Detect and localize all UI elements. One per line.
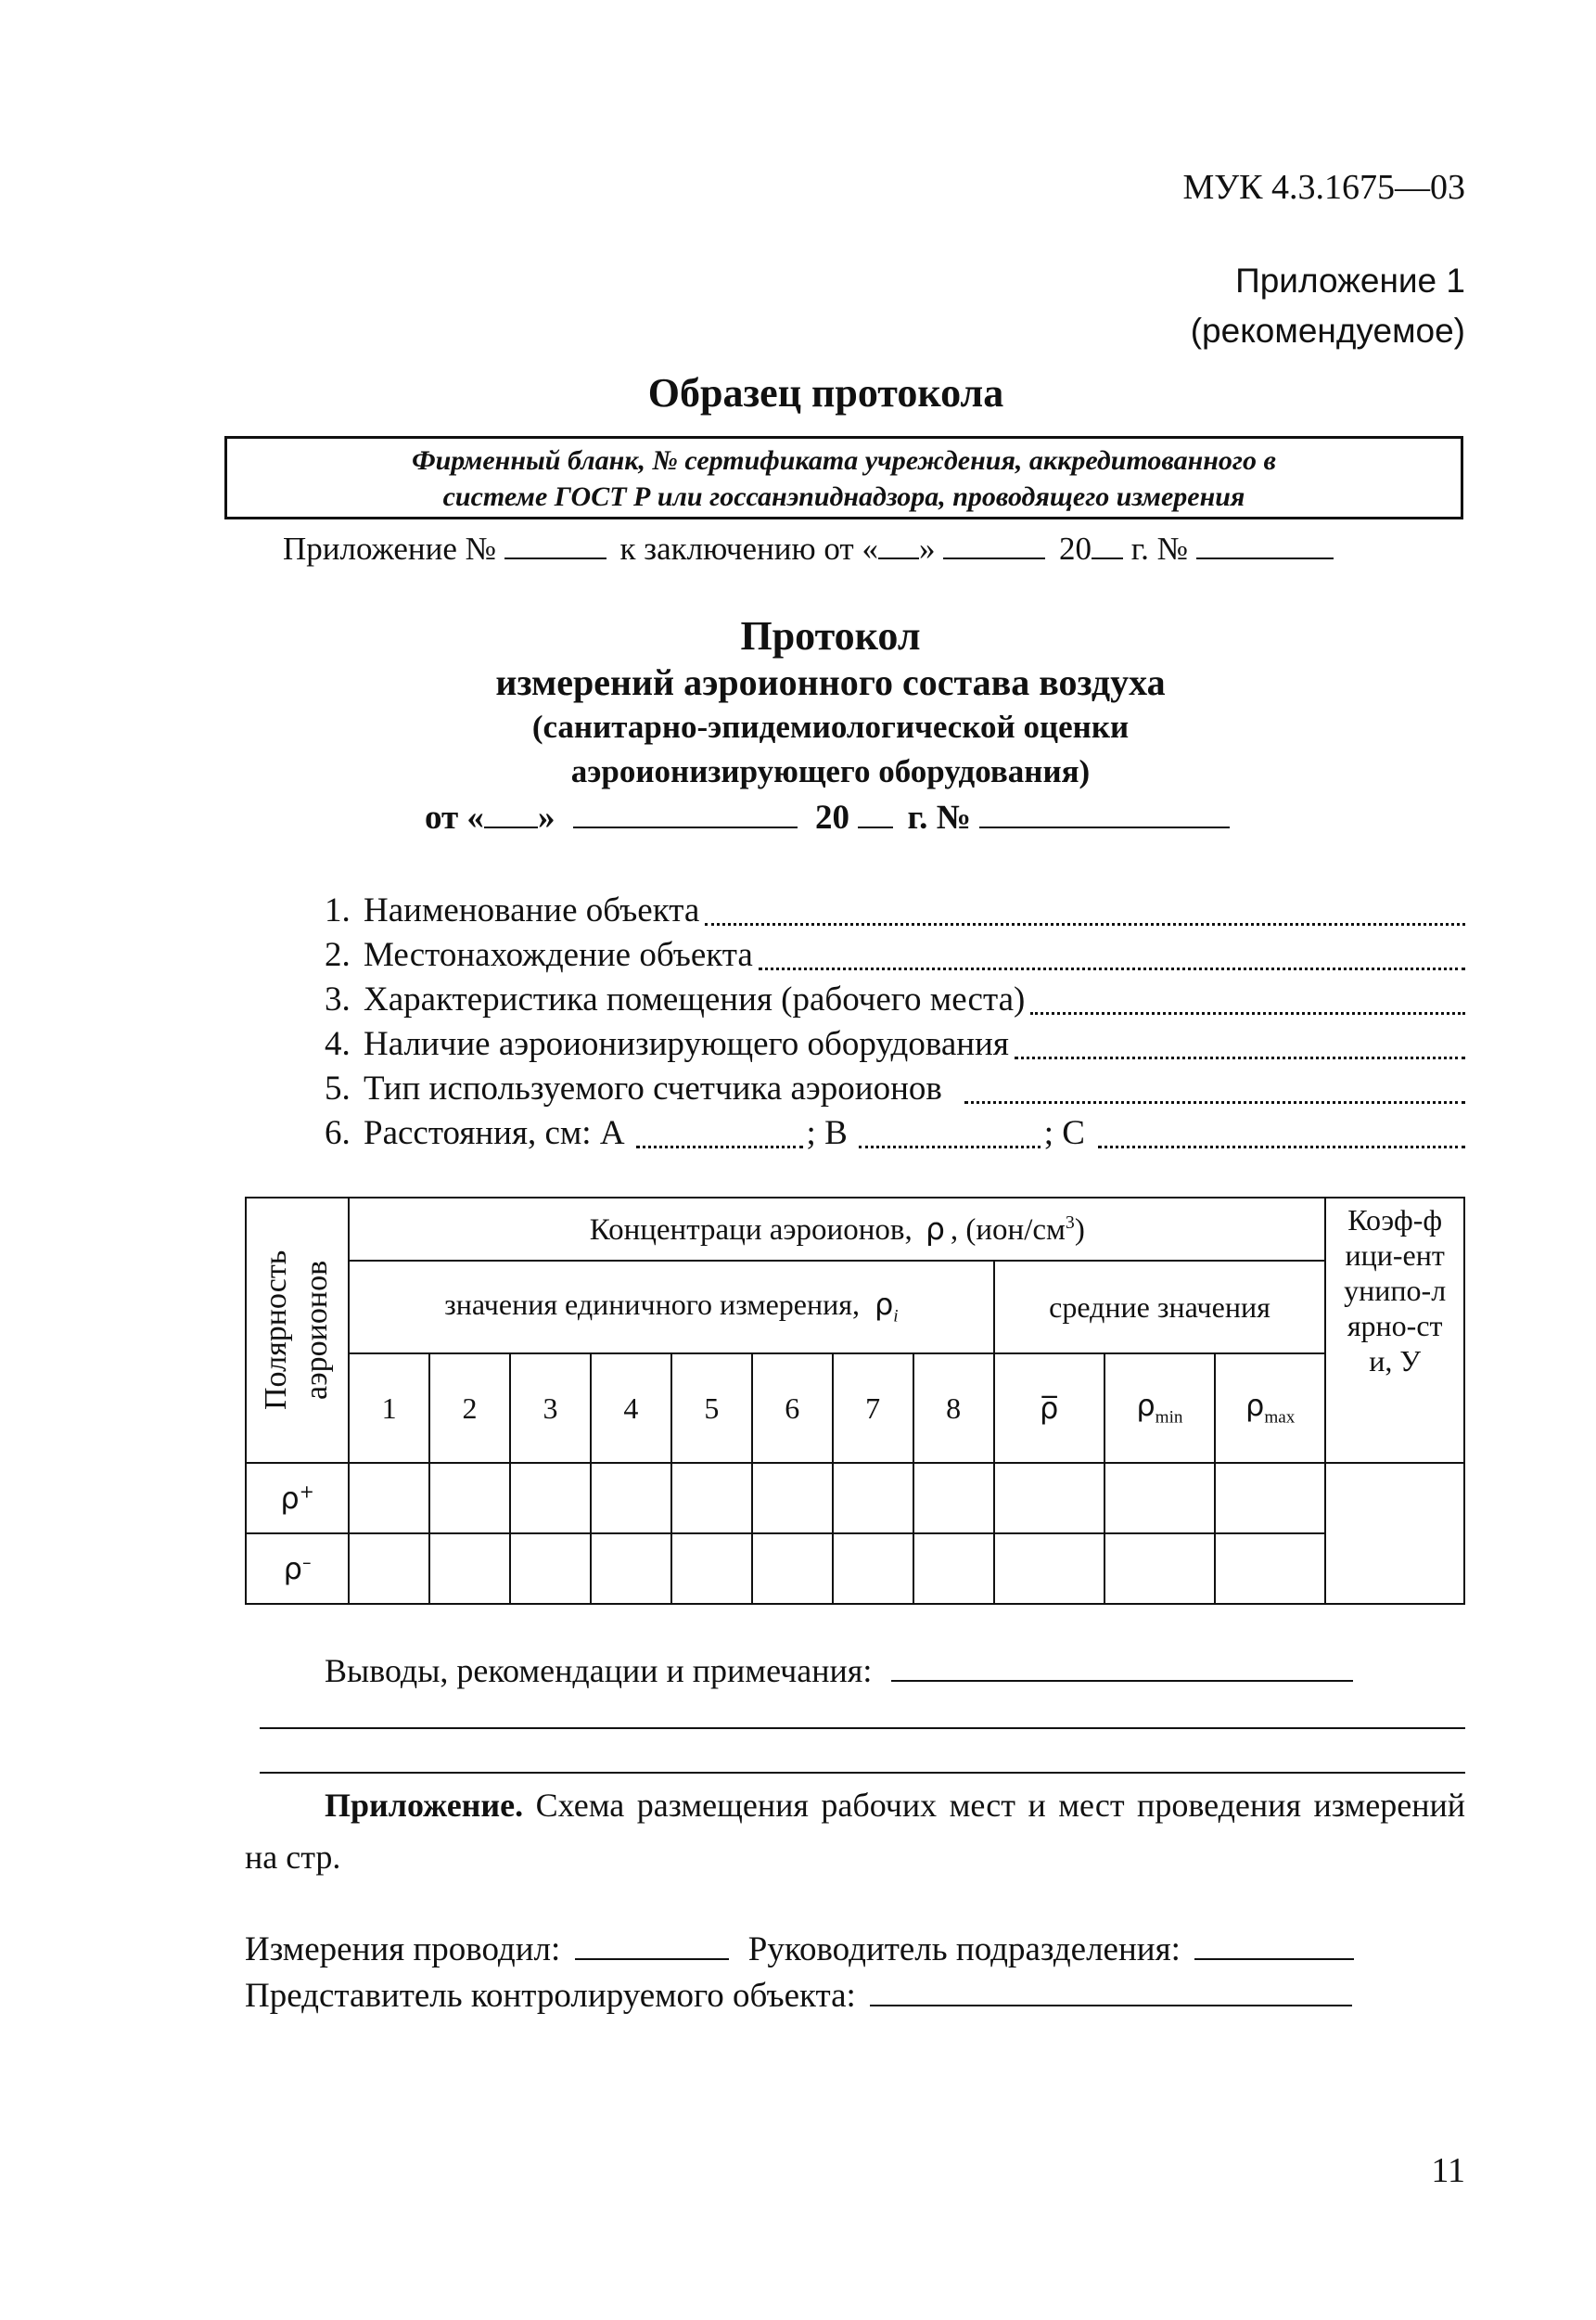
- table-cell[interactable]: [429, 1463, 510, 1533]
- column-header: 3: [510, 1353, 591, 1463]
- max-subscript: max: [1264, 1407, 1296, 1428]
- measured-by-label: Измерения проводил:: [245, 1930, 561, 1968]
- protocol-date-number: г. №: [907, 799, 971, 837]
- concentration-unit: , (ион/см: [950, 1213, 1066, 1247]
- coefficient-header-cell: [1325, 1198, 1464, 1463]
- protocol-date-line: [425, 798, 1230, 838]
- field-dots: [1015, 1056, 1465, 1059]
- field-row[interactable]: [325, 980, 1465, 1024]
- min-column-header: [1104, 1353, 1215, 1463]
- table-cell[interactable]: [591, 1463, 671, 1533]
- annex-doc-number-blank[interactable]: [1196, 532, 1334, 559]
- polarity-header: Полярность аэроионов: [258, 1250, 334, 1411]
- unit-superscript: 3: [1065, 1212, 1075, 1233]
- protocol-line-3: (санитарно-эпидемиологической оценки: [531, 709, 1130, 745]
- representative-label: Представитель контролируемого объекта:: [245, 1977, 856, 2015]
- rho-symbol: ρ: [280, 1480, 300, 1516]
- annex-number-blank[interactable]: [504, 532, 606, 559]
- rho-symbol: ρ: [1136, 1388, 1156, 1424]
- appendix-note: [245, 1779, 1465, 1883]
- average-header: средние значения: [1049, 1289, 1270, 1324]
- field-label: Тип используемого счетчика аэроионов: [364, 1070, 942, 1108]
- page-number: 11: [1431, 2151, 1465, 2190]
- field-number: 6.: [325, 1114, 351, 1152]
- table-cell[interactable]: [510, 1463, 591, 1533]
- table-row: [246, 1533, 1464, 1604]
- table-cell[interactable]: [591, 1533, 671, 1604]
- field-number: 3.: [325, 981, 351, 1019]
- signature-line-1: [245, 1929, 1354, 1969]
- protocol-year-blank[interactable]: [858, 801, 893, 828]
- distance-c-label: ; С: [1043, 1114, 1085, 1152]
- table-cell[interactable]: [429, 1533, 510, 1604]
- column-header: 1: [349, 1353, 429, 1463]
- coefficient-cell[interactable]: [1325, 1463, 1464, 1604]
- protocol-day-blank[interactable]: [484, 801, 538, 828]
- object-fields: [325, 891, 1465, 1158]
- field-label: Характеристика помещения (рабочего места): [364, 981, 1026, 1019]
- annex-line-label: Приложение №: [283, 531, 496, 567]
- annex-line-year: 20: [1058, 531, 1092, 567]
- table-cell[interactable]: [994, 1463, 1104, 1533]
- concentration-header-cell: [349, 1198, 1325, 1261]
- annex-month-blank[interactable]: [943, 532, 1045, 559]
- field-dots: [964, 1100, 1465, 1104]
- conclusions-line: [325, 1651, 1353, 1690]
- signature-line-2: [245, 1976, 1352, 2016]
- polarity-header-cell: [246, 1198, 349, 1463]
- head-label: Руководитель подразделения:: [747, 1930, 1181, 1968]
- annex-day-blank[interactable]: [878, 532, 919, 559]
- annex-reference-line: [283, 531, 1334, 568]
- letterhead-line-2: системе ГОСТ Р или госсанэпиднадзора, проводящего измерения: [442, 481, 1245, 512]
- table-cell[interactable]: [833, 1463, 913, 1533]
- sample-title: Образец протокола: [647, 370, 1004, 416]
- table-cell[interactable]: [833, 1533, 913, 1604]
- representative-blank[interactable]: [870, 1979, 1352, 2006]
- protocol-line-4: аэроионизирующего оборудования): [570, 753, 1091, 789]
- protocol-date-from: от «: [425, 799, 484, 837]
- protocol-subtitle: измерений аэроионного состава воздуха: [495, 661, 1166, 703]
- rho-symbol: ρ: [925, 1211, 945, 1247]
- column-header: 2: [429, 1353, 510, 1463]
- table-cell[interactable]: [1215, 1533, 1325, 1604]
- column-header: 6: [752, 1353, 833, 1463]
- rho-symbol: ρ: [283, 1551, 302, 1586]
- field-row[interactable]: [325, 891, 1465, 935]
- row-label: [246, 1533, 349, 1604]
- document-code: МУК 4.3.1675—03: [1182, 168, 1465, 207]
- mean-column-header: ρ̅: [994, 1353, 1104, 1463]
- protocol-number-blank[interactable]: [979, 801, 1230, 828]
- column-header: 7: [833, 1353, 913, 1463]
- protocol-date-year: 20: [814, 799, 849, 837]
- row-label: [246, 1463, 349, 1533]
- distance-b-label: ; В: [806, 1114, 848, 1152]
- field-number: 4.: [325, 1025, 351, 1063]
- rho-symbol: ρ: [1245, 1388, 1265, 1424]
- annex-line-number: г. №: [1130, 531, 1189, 567]
- min-subscript: min: [1155, 1407, 1183, 1428]
- measured-by-blank[interactable]: [575, 1932, 729, 1960]
- field-label: Наименование объекта: [364, 891, 700, 929]
- field-label: Наличие аэроионизирующего оборудования: [364, 1025, 1009, 1063]
- table-cell[interactable]: [1104, 1463, 1215, 1533]
- annex-type: (рекомендуемое): [1190, 312, 1465, 350]
- rho-subscript: i: [893, 1306, 899, 1327]
- column-header: 8: [913, 1353, 994, 1463]
- conclusions-blank[interactable]: [891, 1654, 1353, 1682]
- annex-line-conclusion: к заключению от «: [619, 531, 878, 567]
- field-dots: [705, 922, 1465, 926]
- conclusions-line-3[interactable]: [260, 1772, 1465, 1774]
- single-measurement-header: значения единичного измерения,: [444, 1288, 860, 1322]
- distance-b-dots[interactable]: [859, 1145, 1041, 1148]
- table-cell[interactable]: [752, 1463, 833, 1533]
- column-header: 4: [591, 1353, 671, 1463]
- field-row[interactable]: [325, 1024, 1465, 1069]
- distances-row[interactable]: [325, 1113, 1465, 1158]
- appendix-label: Приложение.: [325, 1787, 524, 1824]
- table-cell[interactable]: [510, 1533, 591, 1604]
- protocol-month-blank[interactable]: [573, 801, 798, 828]
- table-cell[interactable]: [1215, 1463, 1325, 1533]
- field-label: Местонахождение объекта: [364, 936, 753, 974]
- field-row[interactable]: [325, 1069, 1465, 1113]
- distance-c-dots[interactable]: [1098, 1145, 1465, 1148]
- head-blank[interactable]: [1194, 1932, 1354, 1960]
- field-number: 2.: [325, 936, 351, 974]
- table-cell[interactable]: [671, 1533, 752, 1604]
- conclusions-label: Выводы, рекомендации и примечания:: [325, 1652, 873, 1689]
- table-cell[interactable]: [349, 1533, 429, 1604]
- table-cell[interactable]: [671, 1463, 752, 1533]
- field-number: 1.: [325, 891, 351, 929]
- measurement-table: [245, 1197, 1465, 1605]
- coefficient-header: Коэф-фици-ент унипо-лярно-сти, У: [1344, 1203, 1447, 1378]
- average-header-cell: [994, 1261, 1326, 1353]
- distance-a-dots[interactable]: [636, 1145, 803, 1148]
- unit-close: ): [1074, 1213, 1085, 1247]
- protocol-title: Протокол: [740, 613, 921, 659]
- row-superscript: +: [299, 1480, 314, 1503]
- letterhead-box: [224, 436, 1463, 519]
- table-cell[interactable]: [752, 1533, 833, 1604]
- field-dots: [1030, 1011, 1465, 1015]
- appendix-text: Схема размещения рабочих мест и мест проведения измерений на стр.: [245, 1787, 1465, 1876]
- table-cell[interactable]: [1104, 1533, 1215, 1604]
- annex-year-blank[interactable]: [1092, 532, 1123, 559]
- rho-symbol: ρ: [874, 1287, 894, 1323]
- max-column-header: [1215, 1353, 1325, 1463]
- column-header: 5: [671, 1353, 752, 1463]
- table-cell[interactable]: [349, 1463, 429, 1533]
- table-cell[interactable]: [994, 1533, 1104, 1604]
- single-measurement-header-cell: [349, 1261, 993, 1353]
- annex-line-quote: »: [918, 531, 936, 567]
- distance-a-label: Расстояния, см: А: [364, 1114, 625, 1152]
- annex-number: Приложение 1: [1235, 262, 1465, 300]
- field-dots: [759, 967, 1465, 970]
- field-number: 5.: [325, 1070, 351, 1108]
- conclusions-line-2[interactable]: [260, 1727, 1465, 1729]
- table-cell[interactable]: [913, 1463, 994, 1533]
- letterhead-line-1: Фирменный бланк, № сертификата учреждения, аккредитованного в: [412, 445, 1276, 476]
- row-superscript: –: [301, 1551, 312, 1573]
- protocol-date-quote: »: [537, 799, 555, 837]
- table-row: [246, 1463, 1464, 1533]
- concentration-header: Концентраци аэроионов,: [589, 1213, 913, 1247]
- table-cell[interactable]: [913, 1533, 994, 1604]
- field-row[interactable]: [325, 935, 1465, 980]
